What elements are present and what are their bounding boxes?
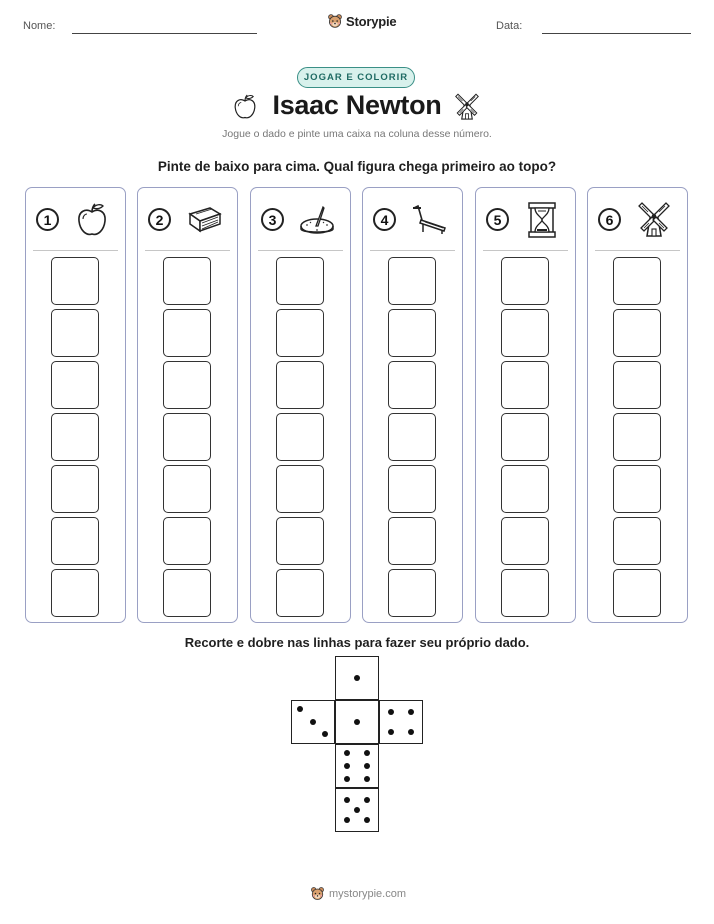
- cut-instruction: Recorte e dobre nas linhas para fazer seu próprio dado.: [184, 635, 530, 650]
- column-1: [25, 187, 126, 623]
- column-divider: [595, 250, 680, 251]
- color-box[interactable]: [388, 361, 436, 409]
- color-box[interactable]: [613, 569, 661, 617]
- color-box[interactable]: [163, 569, 211, 617]
- sundial-icon: [297, 200, 337, 240]
- color-box[interactable]: [51, 569, 99, 617]
- color-box[interactable]: [51, 257, 99, 305]
- pip: [310, 719, 316, 725]
- pip: [344, 750, 350, 756]
- color-box[interactable]: [388, 465, 436, 513]
- color-box[interactable]: [613, 257, 661, 305]
- color-box[interactable]: [276, 517, 324, 565]
- pip: [354, 807, 360, 813]
- column-4: [362, 187, 463, 623]
- column-divider: [258, 250, 343, 251]
- column-divider: [145, 250, 230, 251]
- column-2: [137, 187, 238, 623]
- color-box[interactable]: [613, 413, 661, 461]
- pip: [388, 709, 394, 715]
- pip: [354, 719, 360, 725]
- color-box[interactable]: [163, 257, 211, 305]
- color-box[interactable]: [501, 361, 549, 409]
- instruction: Pinte de baixo para cima. Qual figura chega primeiro ao topo?: [157, 159, 557, 174]
- color-box[interactable]: [51, 465, 99, 513]
- die-face-1: [335, 700, 379, 744]
- column-number: 2: [148, 208, 171, 231]
- column-number: 1: [36, 208, 59, 231]
- color-box[interactable]: [613, 517, 661, 565]
- color-box[interactable]: [501, 309, 549, 357]
- color-box[interactable]: [388, 413, 436, 461]
- column-5: [475, 187, 576, 623]
- brand-name: Storypie: [346, 13, 397, 29]
- subtitle: Jogue o dado e pinte uma caixa na coluna desse número.: [222, 128, 492, 140]
- color-box[interactable]: [613, 465, 661, 513]
- color-box[interactable]: [388, 569, 436, 617]
- column-number: 6: [598, 208, 621, 231]
- column-divider: [33, 250, 118, 251]
- color-box[interactable]: [501, 517, 549, 565]
- color-box[interactable]: [501, 569, 549, 617]
- color-box[interactable]: [276, 361, 324, 409]
- pip: [344, 817, 350, 823]
- color-box[interactable]: [388, 309, 436, 357]
- column-6: [587, 187, 688, 623]
- color-box[interactable]: [51, 413, 99, 461]
- brand-logo: [327, 13, 396, 29]
- color-box[interactable]: [388, 257, 436, 305]
- color-box[interactable]: [163, 413, 211, 461]
- bear-icon: [327, 13, 343, 29]
- pip: [354, 675, 360, 681]
- die-face-1: [335, 656, 379, 700]
- die-face-6: [335, 744, 379, 788]
- pip: [364, 763, 370, 769]
- date-label: Data:: [496, 20, 523, 32]
- color-box[interactable]: [613, 361, 661, 409]
- column-divider: [370, 250, 455, 251]
- column-number: 5: [486, 208, 509, 231]
- color-box[interactable]: [276, 413, 324, 461]
- name-line[interactable]: [72, 33, 257, 34]
- color-box[interactable]: [51, 361, 99, 409]
- color-box[interactable]: [276, 309, 324, 357]
- color-box[interactable]: [163, 361, 211, 409]
- bear-icon: [310, 886, 325, 901]
- color-box[interactable]: [163, 465, 211, 513]
- color-box[interactable]: [163, 517, 211, 565]
- footer-url: mystorypie.com: [329, 887, 407, 900]
- color-box[interactable]: [501, 413, 549, 461]
- pip: [364, 750, 370, 756]
- color-box[interactable]: [276, 465, 324, 513]
- apple-icon: [72, 200, 112, 240]
- pip: [344, 776, 350, 782]
- column-number: 4: [373, 208, 396, 231]
- windmill-icon: [634, 200, 674, 240]
- pip: [364, 776, 370, 782]
- page-title: Isaac Newton: [272, 90, 442, 120]
- column-number: 3: [261, 208, 284, 231]
- die-face-4: [379, 700, 423, 744]
- color-box[interactable]: [501, 257, 549, 305]
- activity-badge: JOGAR E COLORIR: [297, 67, 415, 88]
- color-box[interactable]: [388, 517, 436, 565]
- color-box[interactable]: [501, 465, 549, 513]
- color-box[interactable]: [276, 257, 324, 305]
- hourglass-icon: [522, 200, 562, 240]
- pip: [344, 797, 350, 803]
- windmill-icon: [452, 92, 482, 122]
- color-box[interactable]: [51, 309, 99, 357]
- pip: [344, 763, 350, 769]
- pip: [408, 729, 414, 735]
- name-label: Nome:: [23, 20, 56, 32]
- pip: [322, 731, 328, 737]
- color-box[interactable]: [51, 517, 99, 565]
- column-3: [250, 187, 351, 623]
- color-box[interactable]: [163, 309, 211, 357]
- book-icon: [184, 200, 224, 240]
- pip: [408, 709, 414, 715]
- treadmill-icon: [409, 200, 449, 240]
- die-face-5: [335, 788, 379, 832]
- color-box[interactable]: [613, 309, 661, 357]
- pip: [364, 797, 370, 803]
- pip: [297, 706, 303, 712]
- die-face-3: [291, 700, 335, 744]
- footer: [310, 886, 406, 901]
- pip: [388, 729, 394, 735]
- column-divider: [483, 250, 568, 251]
- pip: [364, 817, 370, 823]
- color-box[interactable]: [276, 569, 324, 617]
- date-line[interactable]: [542, 33, 691, 34]
